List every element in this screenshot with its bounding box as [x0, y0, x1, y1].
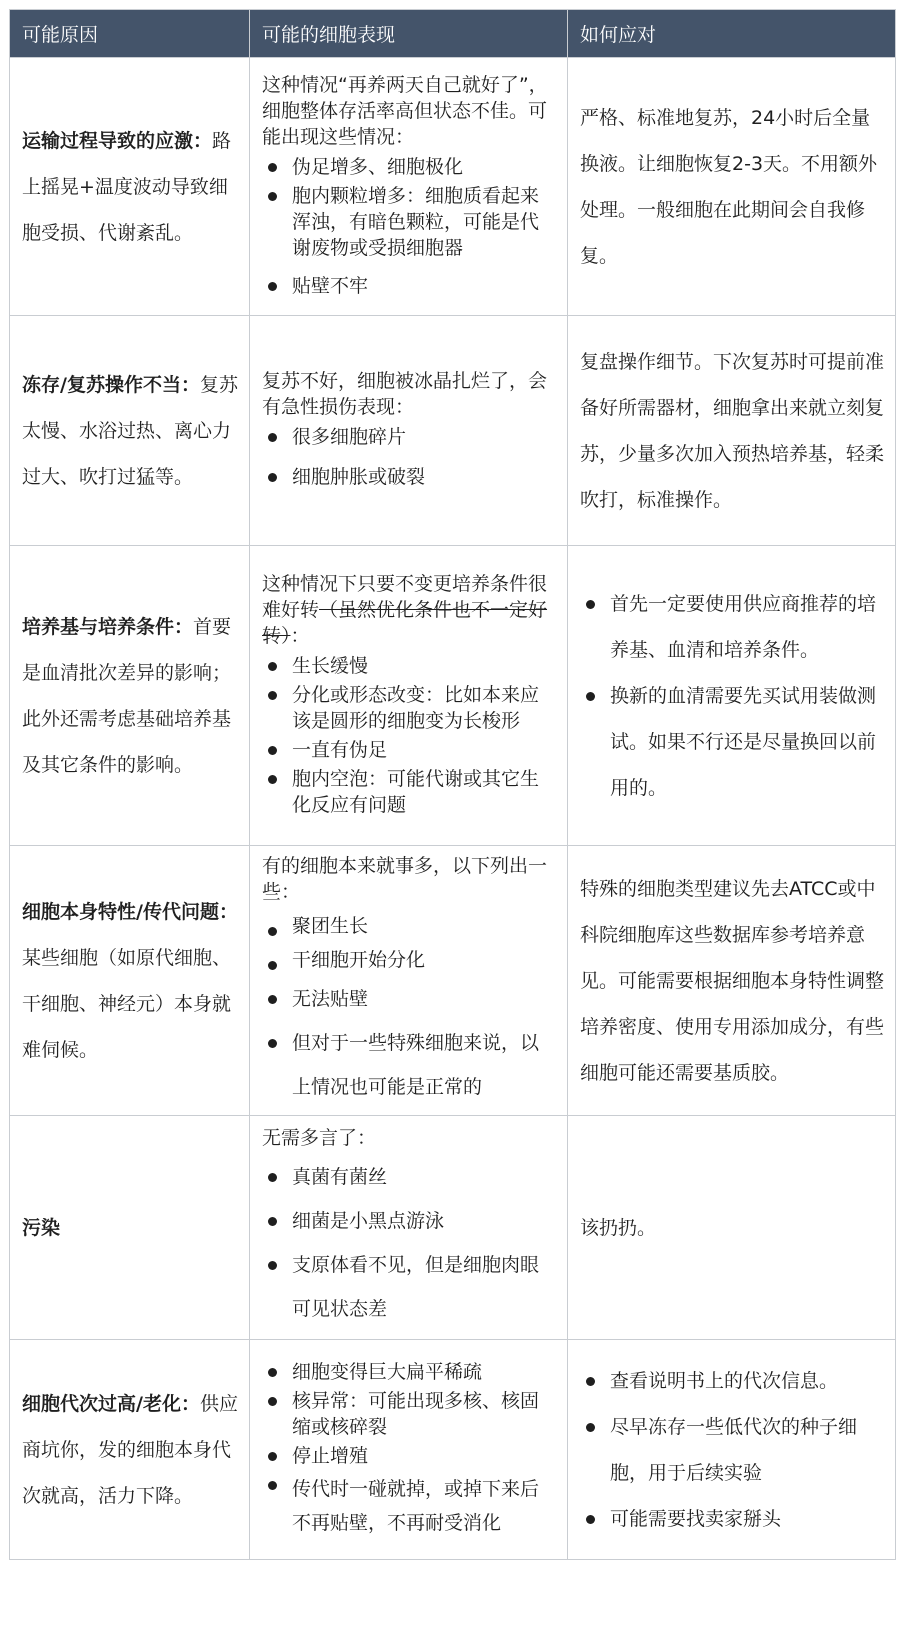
list-item: 细胞变得巨大扁平稀疏: [262, 1359, 557, 1385]
symptoms-cell: [250, 1340, 568, 1560]
header-response: 如何应对: [568, 10, 896, 58]
list-item: 可能需要找卖家掰头: [580, 1496, 885, 1542]
list-item: 胞内颗粒增多：细胞质看起来浑浊，有暗色颗粒，可能是代谢废物或受损细胞器: [262, 183, 557, 261]
cause-text: 某些细胞（如原代细胞、干细胞、神经元）本身就难伺候。: [22, 946, 232, 1061]
response-cell: [568, 58, 896, 316]
cause-text: 路上摇晃+温度波动导致细胞受损、代谢紊乱。: [22, 129, 232, 244]
list-item: 干细胞开始分化: [262, 943, 557, 977]
list-item: 细菌是小黑点游泳: [262, 1199, 557, 1243]
table-row: [10, 316, 896, 546]
list-item: 传代时一碰就掉，或掉下来后不再贴壁，不再耐受消化: [262, 1472, 557, 1540]
list-item: 分化或形态改变：比如本来应该是圆形的细胞变为长梭形: [262, 682, 557, 734]
symptoms-intro: [262, 571, 557, 649]
symptoms-list: [262, 1155, 557, 1331]
response-cell: [568, 546, 896, 846]
response-cell: [568, 1340, 896, 1560]
cause-cell: [10, 846, 250, 1116]
cell-culture-troubleshooting-table: [9, 9, 896, 1560]
list-item: 伪足增多、细胞极化: [262, 154, 557, 180]
list-item: 支原体看不见，但是细胞肉眼可见状态差: [262, 1243, 557, 1331]
list-item: 换新的血清需要先买试用装做测试。如果不行还是尽量换回以前用的。: [580, 673, 885, 811]
cause-title: 污染: [22, 1216, 61, 1239]
list-item: 胞内空泡：可能代谢或其它生化反应有问题: [262, 766, 557, 818]
cause-cell: [10, 58, 250, 316]
response-list: [580, 581, 885, 811]
list-item: 查看说明书上的代次信息。: [580, 1358, 885, 1404]
header-symptoms: 可能的细胞表现: [250, 10, 568, 58]
symptoms-list: [262, 909, 557, 1109]
symptoms-list: [262, 424, 557, 490]
response-cell: [568, 846, 896, 1116]
response-text: 复盘操作细节。下次复苏时可提前准备好所需器材，细胞拿出来就立刻复苏，少量多次加入预热培养基，轻柔吹打，标准操作。: [580, 350, 885, 511]
list-item: 无法贴壁: [262, 977, 557, 1021]
response-text: 特殊的细胞类型建议先去ATCC或中科院细胞库这些数据库参考培养意见。可能需要根据细胞本身特性调整培养密度、使用专用添加成分，有些细胞可能还需要基质胶。: [580, 877, 885, 1084]
list-item: 聚团生长: [262, 909, 557, 943]
symptoms-colon: ：: [290, 624, 310, 647]
cause-title: 冻存/复苏操作不当：: [22, 373, 200, 396]
symptoms-intro: 复苏不好，细胞被冰晶扎烂了，会有急性损伤表现：: [262, 370, 548, 418]
response-cell: [568, 316, 896, 546]
list-item: 尽早冻存一些低代次的种子细胞，用于后续实验: [580, 1404, 885, 1496]
symptoms-list: [262, 1359, 557, 1540]
symptoms-list: [262, 653, 557, 818]
list-item: 真菌有菌丝: [262, 1155, 557, 1199]
list-item: 但对于一些特殊细胞来说，以上情况也可能是正常的: [262, 1021, 557, 1109]
response-text: 严格、标准地复苏，24小时后全量换液。让细胞恢复2-3天。不用额外处理。一般细胞在此期间会自我修复。: [580, 106, 878, 267]
symptoms-cell: [250, 58, 568, 316]
list-item: 贴壁不牢: [262, 273, 557, 299]
cause-cell: [10, 1340, 250, 1560]
response-list: [580, 1358, 885, 1542]
table-row: [10, 546, 896, 846]
cause-title: 细胞代次过高/老化：: [22, 1392, 200, 1415]
response-cell: [568, 1116, 896, 1340]
list-item: 很多细胞碎片: [262, 424, 557, 450]
table-row: [10, 846, 896, 1116]
symptoms-intro: 有的细胞本来就事多，以下列出一些：: [262, 854, 548, 903]
symptoms-intro: 这种情况“再养两天自己就好了”，细胞整体存活率高但状态不佳。可能出现这些情况：: [262, 73, 548, 148]
list-item: 生长缓慢: [262, 653, 557, 679]
symptoms-cell: [250, 546, 568, 846]
table-row: [10, 1340, 896, 1560]
symptoms-intro-text: 这种情况下只要不变更培养条件很难好转: [262, 572, 548, 621]
cause-title: 培养基与培养条件：: [22, 615, 194, 638]
response-text: 该扔扔。: [580, 1216, 657, 1239]
cause-cell: [10, 546, 250, 846]
symptoms-strikethrough: （虽然优化条件也不一定好转）: [262, 598, 548, 647]
table-row: [10, 1116, 896, 1340]
cause-text: 复苏太慢、水浴过热、离心力过大、吹打过猛等。: [22, 373, 238, 488]
table-row: [10, 58, 896, 316]
cause-text: 供应商坑你，发的细胞本身代次就高，活力下降。: [22, 1392, 238, 1507]
symptoms-list: [262, 154, 557, 299]
symptoms-cell: [250, 316, 568, 546]
list-item: 细胞肿胀或破裂: [262, 464, 557, 490]
symptoms-cell: [250, 1116, 568, 1340]
cause-text: 首要是血清批次差异的影响；此外还需考虑基础培养基及其它条件的影响。: [22, 615, 232, 776]
list-item: 首先一定要使用供应商推荐的培养基、血清和培养条件。: [580, 581, 885, 673]
cause-cell: [10, 316, 250, 546]
cause-title: 细胞本身特性/传代问题：: [22, 900, 238, 923]
symptoms-intro: 无需多言了：: [262, 1126, 377, 1149]
header-row: [10, 10, 896, 58]
list-item: 一直有伪足: [262, 737, 557, 763]
cause-cell: [10, 1116, 250, 1340]
list-item: 停止增殖: [262, 1443, 557, 1469]
list-item: 核异常：可能出现多核、核固缩或核碎裂: [262, 1388, 557, 1440]
cause-title: 运输过程导致的应激：: [22, 129, 213, 152]
symptoms-cell: [250, 846, 568, 1116]
header-cause: 可能原因: [10, 10, 250, 58]
